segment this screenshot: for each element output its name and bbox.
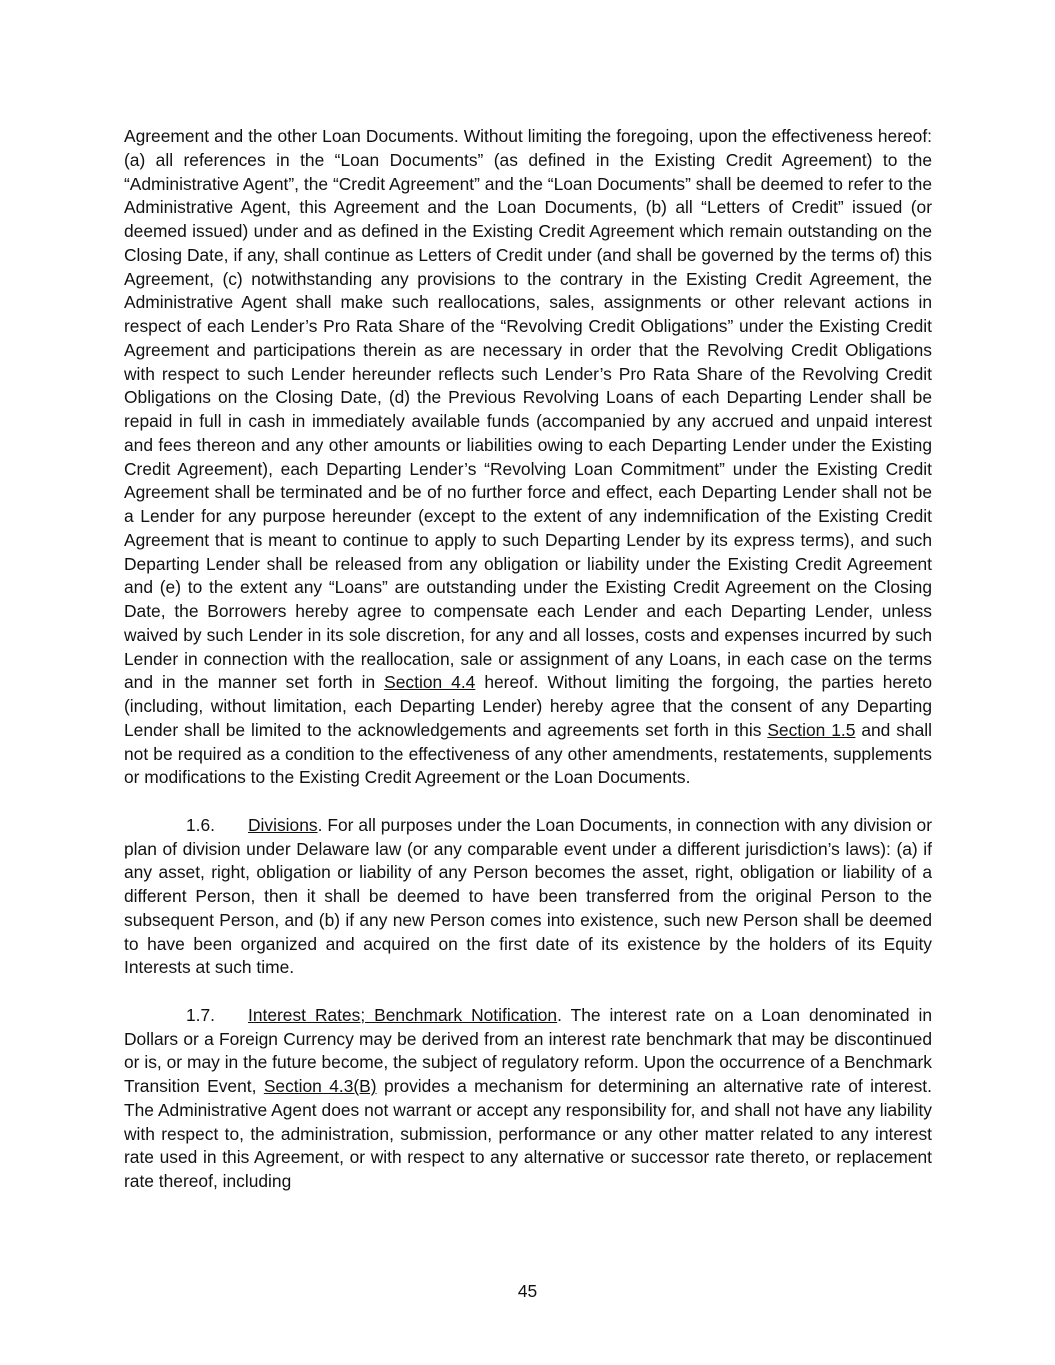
paragraph-text: provides a mechanism for determining an alternative rate of interest. The Administrative Agent does not warrant or accept any responsibility for, and shall not have any liability with respect to, the administration, submission, performance or any other matter related to any interest rate used in this Agreement, or with respect to any alternative or successor rate thereto, or replacement rate thereof, including — [124, 1076, 932, 1191]
section-reference-link: Section 4.4 — [384, 672, 476, 693]
section-heading: Interest Rates; Benchmark Notification — [248, 1004, 558, 1025]
document-page — [124, 125, 932, 1194]
paragraph-text: . For all purposes under the Loan Documents, in connection with any division or plan of division under Delaware law (or any comparable event under a different jurisdiction’s laws): (a) if any asset, right, obligation or liability of any Person becomes the asset, right, obligation or liability of a different Person, then it shall be deemed to have been transferred from the original Person to the subsequent Person, and (b) if any new Person comes into existence, such new Person shall be deemed to have been organized and acquired on the first date of its existence by the holders of its Equity Interests at such time. — [124, 814, 932, 978]
paragraph-text: and shall not be required as a condition to the effectiveness of any other amendments, restatements, supplements or modifications to the Existing Credit Agreement or the Loan Documents. — [124, 719, 933, 788]
section-number: 1.6. — [186, 814, 216, 835]
continuation-paragraph — [124, 125, 932, 790]
paragraph-text: Agreement and the other Loan Documents. Without limiting the foregoing, upon the effectiveness hereof: (a) all references in the “Loan Documents” (as defined in the Existing Credit Agreement) to the “Administrative Agent”, the “Credit Agreement” and the “Loan Documents” shall be deemed to refer to the Administrative Agent, this Agreement and the Loan Documents, (b) all “Letters of Credit” issued (or deemed issued) under and as defined in the Existing Credit Agreement which remain outstanding on the Closing Date, if any, shall continue as Letters of Credit under (and shall be governed by the terms of) this Agreement, (c) notwithstanding any provisions to the contrary in the Existing Credit Agreement, the Administrative Agent shall make such reallocations, sales, assignments or other relevant actions in respect of each Lender’s Pro Rata Share of the “Revolving Credit Obligations” under the Existing Credit Agreement and participations therein as are necessary in order that the Revolving Credit Obligations with respect to such Lender hereunder reflects such Lender’s Pro Rata Share of the Revolving Credit Obligations on the Closing Date, (d) the Previous Revolving Loans of each Departing Lender shall be repaid in full in cash in immediately available funds (accompanied by any accrued and unpaid interest and fees thereon and any other amounts or liabilities owing to each Departing Lender under the Existing Credit Agreement), each Departing Lender’s “Revolving Loan Commitment” under the Existing Credit Agreement shall be terminated and be of no further force and effect, each Departing Lender shall not be a Lender for any purpose hereunder (except to the extent of any indemnification of the Existing Credit Agreement that is meant to continue to apply to such Departing Lender by its express terms), and such Departing Lender shall be released from any obligation or liability under the Existing Credit Agreement and (e) to the extent any “Loans” are outstanding under the Existing Credit Agreement on the Closing Date, the Borrowers hereby agree to compensate each Lender and each Departing Lender, unless waived by such Lender in its sole discretion, for any and all losses, costs and expenses incurred by such Lender in connection with the reallocation, sale or assignment of any Loans, in each case on the terms and in the manner set forth in — [124, 126, 932, 693]
paragraph-text: . The interest rate on a Loan denominated in Dollars or a Foreign Currency may be derived from an interest rate benchmark that may be discontinued or is, or may in the future become, the subject of regulatory reform. Upon the occurrence of a Benchmark Transition Event, — [124, 1004, 932, 1096]
section-heading: Divisions — [248, 814, 318, 835]
section-reference-link: Section 4.3(B) — [263, 1076, 377, 1096]
section-1-6-paragraph — [124, 814, 932, 980]
section-number: 1.7. — [186, 1004, 216, 1025]
page-number: 45 — [517, 1281, 538, 1301]
section-reference-link: Section 1.5 — [767, 719, 856, 740]
section-1-7-paragraph — [124, 1004, 932, 1194]
paragraph-text: hereof. Without limiting the forgoing, the parties hereto (including, without limitation, each Departing Lender) hereby agree that the consent of any Departing Lender shall be limited to the acknowledgements and agreements set forth in this — [124, 672, 932, 740]
